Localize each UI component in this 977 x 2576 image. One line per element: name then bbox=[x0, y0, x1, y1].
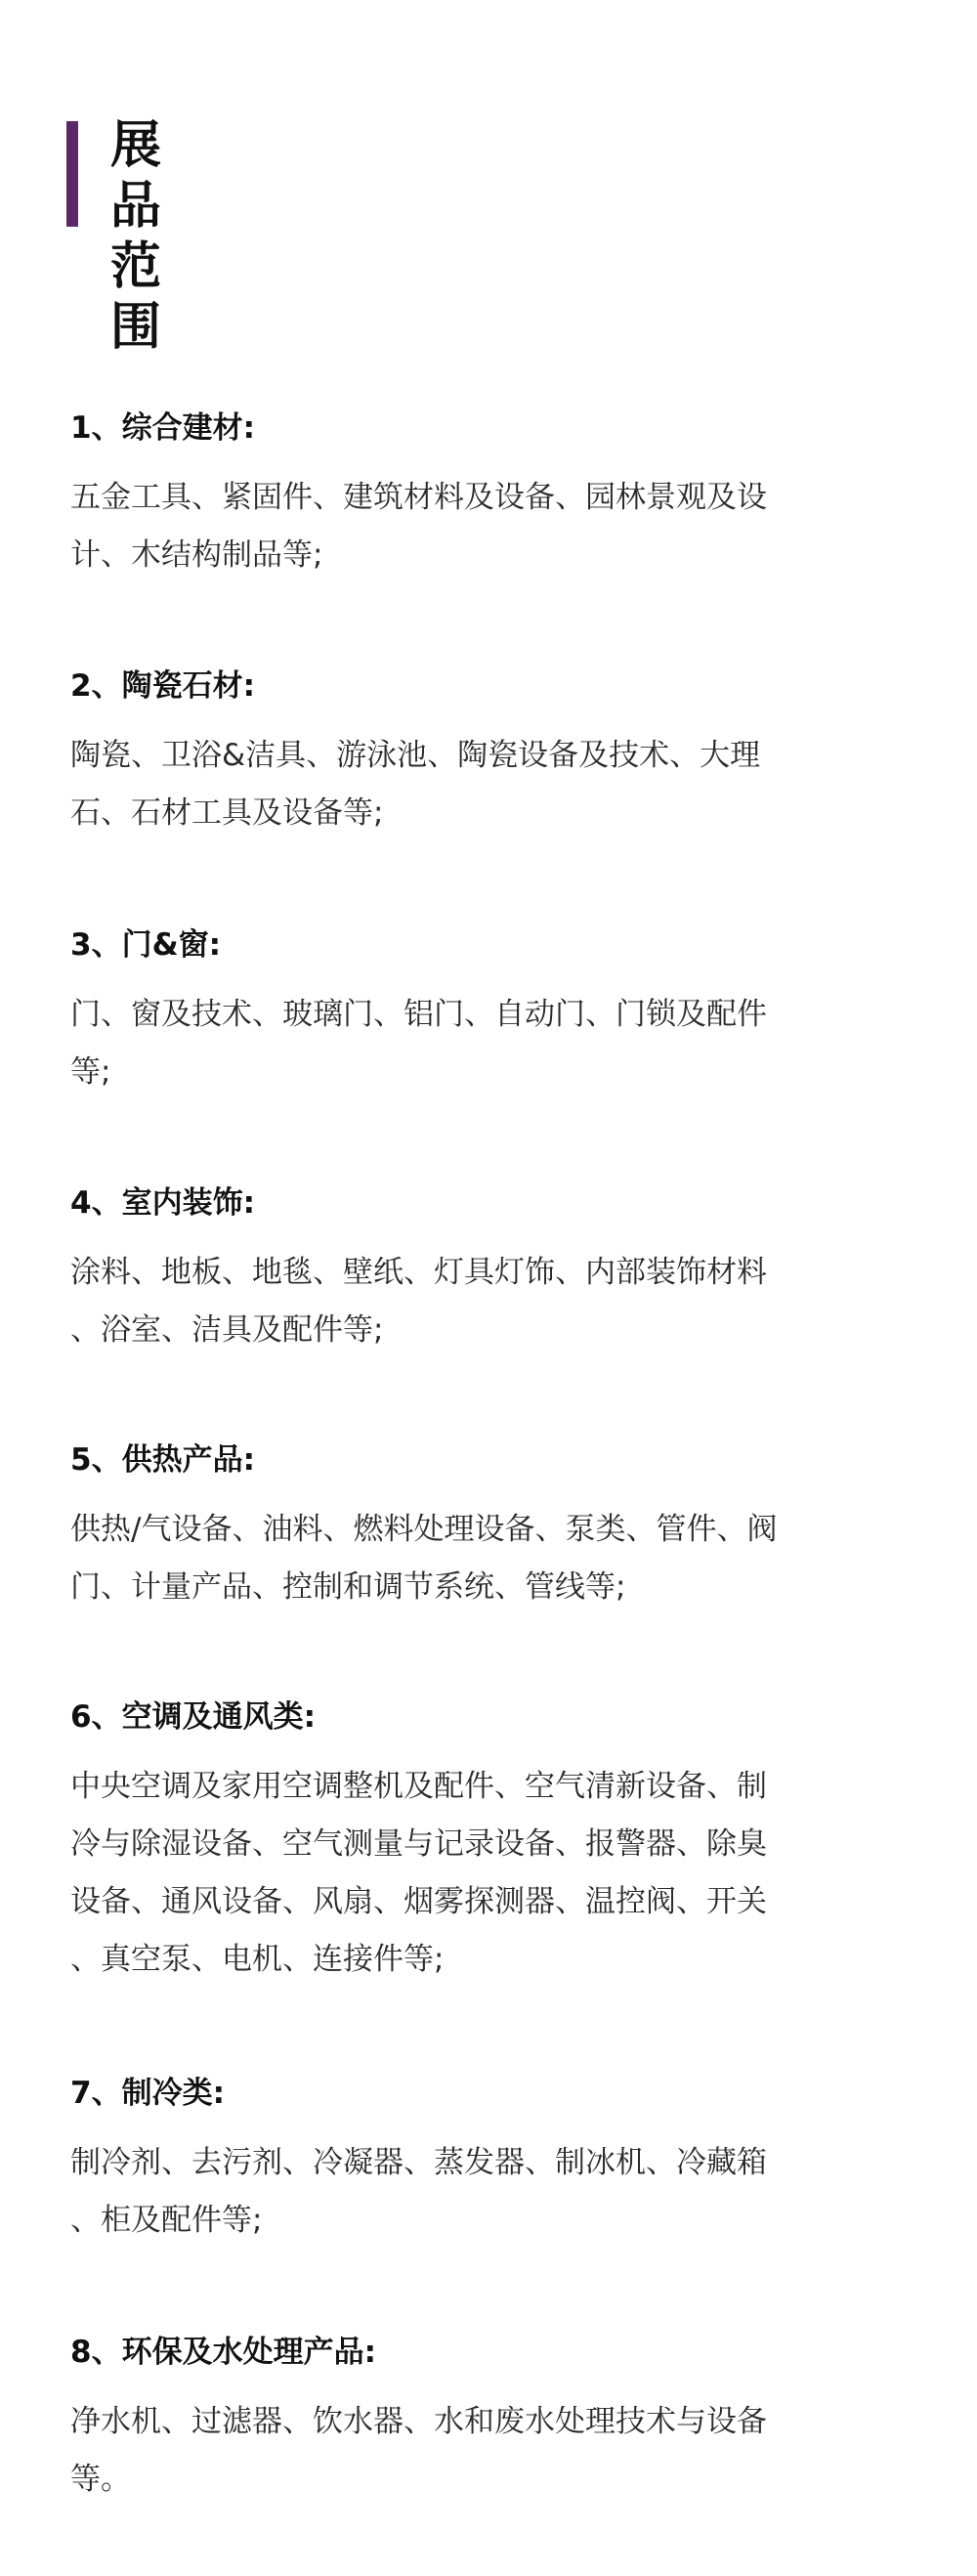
page-title-line-2: 范围 bbox=[110, 237, 165, 357]
section-body bbox=[70, 986, 881, 1101]
section-line: 净水机、过滤器、饮水器、水和废水处理技术与设备 bbox=[70, 2404, 767, 2439]
section-environmental-water bbox=[70, 2333, 881, 2509]
section-line: 、浴室、洁具及配件等; bbox=[70, 1312, 384, 1348]
section-body bbox=[70, 727, 881, 842]
section-line: 等。 bbox=[70, 2462, 131, 2497]
section-body bbox=[70, 469, 881, 584]
section-body bbox=[70, 1501, 881, 1616]
section-body bbox=[70, 2393, 881, 2509]
section-line: 、真空泵、电机、连接件等; bbox=[70, 1942, 445, 1977]
section-line: 制冷剂、去污剂、冷凝器、蒸发器、制冰机、冷藏箱 bbox=[70, 2145, 767, 2180]
section-line: 中央空调及家用空调整机及配件、空气清新设备、制 bbox=[70, 1769, 767, 1804]
section-heading: 4、室内装饰: bbox=[70, 1185, 255, 1221]
section-heading: 3、门&窗: bbox=[70, 927, 222, 963]
section-line: 冷与除湿设备、空气测量与记录设备、报警器、除臭 bbox=[70, 1826, 767, 1862]
section-line: 陶瓷、卫浴&洁具、游泳池、陶瓷设备及技术、大理 bbox=[70, 738, 761, 773]
section-line: 供热/气设备、油料、燃料处理设备、泵类、管件、阀 bbox=[70, 1512, 778, 1547]
section-heading: 6、空调及通风类: bbox=[70, 1699, 316, 1735]
section-line: 涂料、地板、地毯、壁纸、灯具灯饰、内部装饰材料 bbox=[70, 1255, 767, 1290]
section-body bbox=[70, 1758, 881, 1989]
section-interior-decoration bbox=[70, 1183, 881, 1359]
section-hvac-ventilation bbox=[70, 1697, 881, 1989]
section-doors-windows bbox=[70, 925, 881, 1101]
section-body bbox=[70, 2134, 881, 2250]
section-heading: 1、综合建材: bbox=[70, 410, 255, 446]
accent-bar bbox=[66, 121, 78, 227]
section-line: 五金工具、紧固件、建筑材料及设备、园林景观及设 bbox=[70, 480, 767, 515]
section-line: 、柜及配件等; bbox=[70, 2203, 263, 2238]
page-title-line-1: 展品 bbox=[110, 116, 165, 236]
section-heading: 5、供热产品: bbox=[70, 1442, 255, 1478]
section-heading: 7、制冷类: bbox=[70, 2076, 225, 2111]
section-refrigeration bbox=[70, 2074, 881, 2250]
section-line: 设备、通风设备、风扇、烟雾探测器、温控阀、开关 bbox=[70, 1884, 767, 1919]
section-line: 石、石材工具及设备等; bbox=[70, 795, 384, 831]
section-line: 门、窗及技术、玻璃门、铝门、自动门、门锁及配件 bbox=[70, 997, 767, 1032]
section-heading: 2、陶瓷石材: bbox=[70, 668, 255, 704]
section-heating-products bbox=[70, 1440, 881, 1616]
section-body bbox=[70, 1244, 881, 1359]
section-heading: 8、环保及水处理产品: bbox=[70, 2335, 376, 2370]
section-building-materials bbox=[70, 408, 881, 584]
section-line: 门、计量产品、控制和调节系统、管线等; bbox=[70, 1569, 626, 1605]
page-title bbox=[110, 115, 164, 358]
section-line: 计、木结构制品等; bbox=[70, 537, 323, 573]
section-line: 等; bbox=[70, 1054, 111, 1090]
section-ceramics-stone bbox=[70, 666, 881, 842]
